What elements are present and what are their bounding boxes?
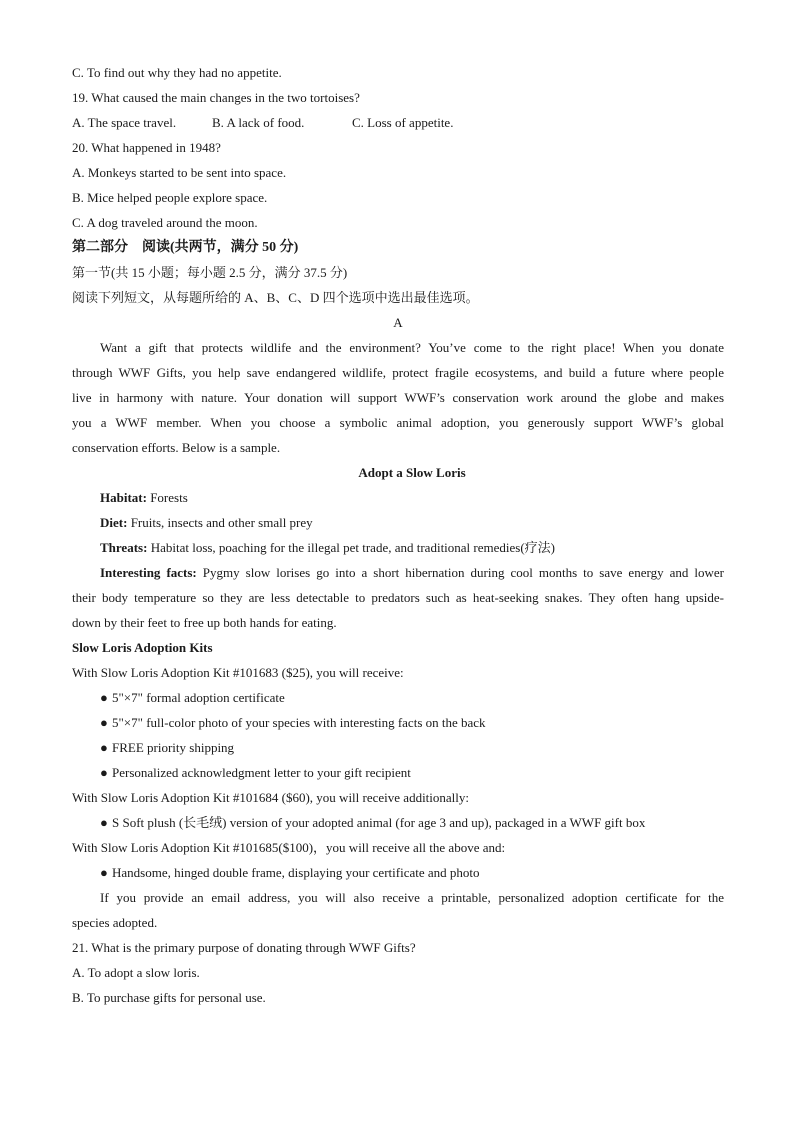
reading-instruction: 阅读下列短文，从每题所给的 A、B、C、D 四个选项中选出最佳选项。 — [72, 290, 479, 305]
q21-question: 21. What is the primary purpose of donating through WWF Gifts? — [72, 940, 416, 955]
bullet-icon: ● — [100, 690, 108, 705]
kit1-item-text: 5"×7" formal adoption certificate — [112, 690, 285, 705]
kit2-intro: With Slow Loris Adoption Kit #101684 ($60), you will receive additionally: — [72, 790, 470, 805]
passage-letter: A — [393, 315, 403, 330]
bullet-icon: ● — [100, 715, 108, 730]
q19-option-a: A. The space travel. — [72, 115, 177, 130]
intro-line-4: you a WWF member. When you choose a symbolic animal adoption, you generously support WWF’s global — [72, 415, 724, 430]
kits-heading: Slow Loris Adoption Kits — [72, 640, 213, 655]
kit2-item-text: S Soft plush (长毛绒) version of your adopted animal (for age 3 and up), packaged in a WWF gift box — [112, 815, 646, 830]
intro-line-3: live in harmony with nature. Your donation will support WWF’s conservation work around the globe and makes — [72, 390, 724, 405]
kit2-item — [100, 814, 724, 832]
q21-option-b: B. To purchase gifts for personal use. — [72, 990, 266, 1005]
q20-question: 20. What happened in 1948? — [72, 140, 221, 155]
diet-value: Fruits, insects and other small prey — [127, 515, 313, 530]
email-line-2: species adopted. — [72, 915, 158, 930]
q20-option-b: B. Mice helped people explore space. — [72, 190, 268, 205]
threats-label: Threats: — [100, 540, 148, 555]
intro-line-1: Want a gift that protects wildlife and the environment? You’ve come to the right place! When you donate — [100, 340, 724, 355]
kit1-item-text: FREE priority shipping — [112, 740, 235, 755]
kit3-intro: With Slow Loris Adoption Kit #101685($100)，you will receive all the above and: — [72, 840, 506, 855]
threats-line — [100, 539, 724, 557]
kit1-intro: With Slow Loris Adoption Kit #101683 ($25), you will receive: — [72, 665, 404, 680]
kit3-item-text: Handsome, hinged double frame, displaying your certificate and photo — [112, 865, 480, 880]
q20-option-a: A. Monkeys started to be sent into space. — [72, 165, 287, 180]
q19-question: 19. What caused the main changes in the two tortoises? — [72, 90, 360, 105]
habitat-line — [100, 489, 724, 507]
q19-option-c: C. Loss of appetite. — [352, 115, 454, 130]
habitat-label: Habitat: — [100, 490, 147, 505]
intro-line-2: through WWF Gifts, you help save endangered wildlife, protect fragile ecosystems, and build a future where people — [72, 365, 724, 380]
email-line-1: If you provide an email address, you will also receive a printable, personalized adoption certificate for the — [100, 890, 724, 905]
intro-line-5: conservation efforts. Below is a sample. — [72, 440, 281, 455]
bullet-icon: ● — [100, 865, 108, 880]
q20-option-c: C. A dog traveled around the moon. — [72, 215, 258, 230]
facts-line-3: down by their feet to free up both hands for eating. — [72, 615, 337, 630]
facts-line-1 — [100, 564, 724, 582]
q21-option-a: A. To adopt a slow loris. — [72, 965, 200, 980]
bullet-icon: ● — [100, 765, 108, 780]
kit1-item-text: 5"×7" full-color photo of your species with interesting facts on the back — [112, 715, 486, 730]
diet-label: Diet: — [100, 515, 128, 530]
facts-first: Pygmy slow lorises go into a short hibernation during cool months to save energy and lower — [196, 565, 724, 580]
passage-title: Adopt a Slow Loris — [358, 465, 466, 480]
bullet-icon: ● — [100, 815, 108, 830]
facts-line-2: their body temperature so they are less detectable to predators such as heat-seeking snakes. They often hang upside- — [72, 590, 724, 605]
q19-options — [72, 114, 724, 132]
q19-option-b: B. A lack of food. — [212, 115, 305, 130]
habitat-value: Forests — [146, 490, 188, 505]
kit1-item — [100, 689, 724, 707]
threats-value: Habitat loss, poaching for the illegal pet trade, and traditional remedies(疗法) — [147, 540, 556, 555]
kit1-item — [100, 739, 724, 757]
facts-label: Interesting facts: — [100, 565, 197, 580]
q18-option-c: C. To find out why they had no appetite. — [72, 65, 282, 80]
kit1-item — [100, 764, 724, 782]
bullet-icon: ● — [100, 740, 108, 755]
diet-line — [100, 514, 724, 532]
kit3-item — [100, 864, 724, 882]
kit1-item — [100, 714, 724, 732]
part2-title: 第二部分 阅读(共两节，满分 50 分) — [72, 240, 299, 255]
kit1-item-text: Personalized acknowledgment letter to your gift recipient — [112, 765, 411, 780]
section1-heading: 第一节(共 15 小题；每小题 2.5 分，满分 37.5 分) — [72, 265, 348, 280]
